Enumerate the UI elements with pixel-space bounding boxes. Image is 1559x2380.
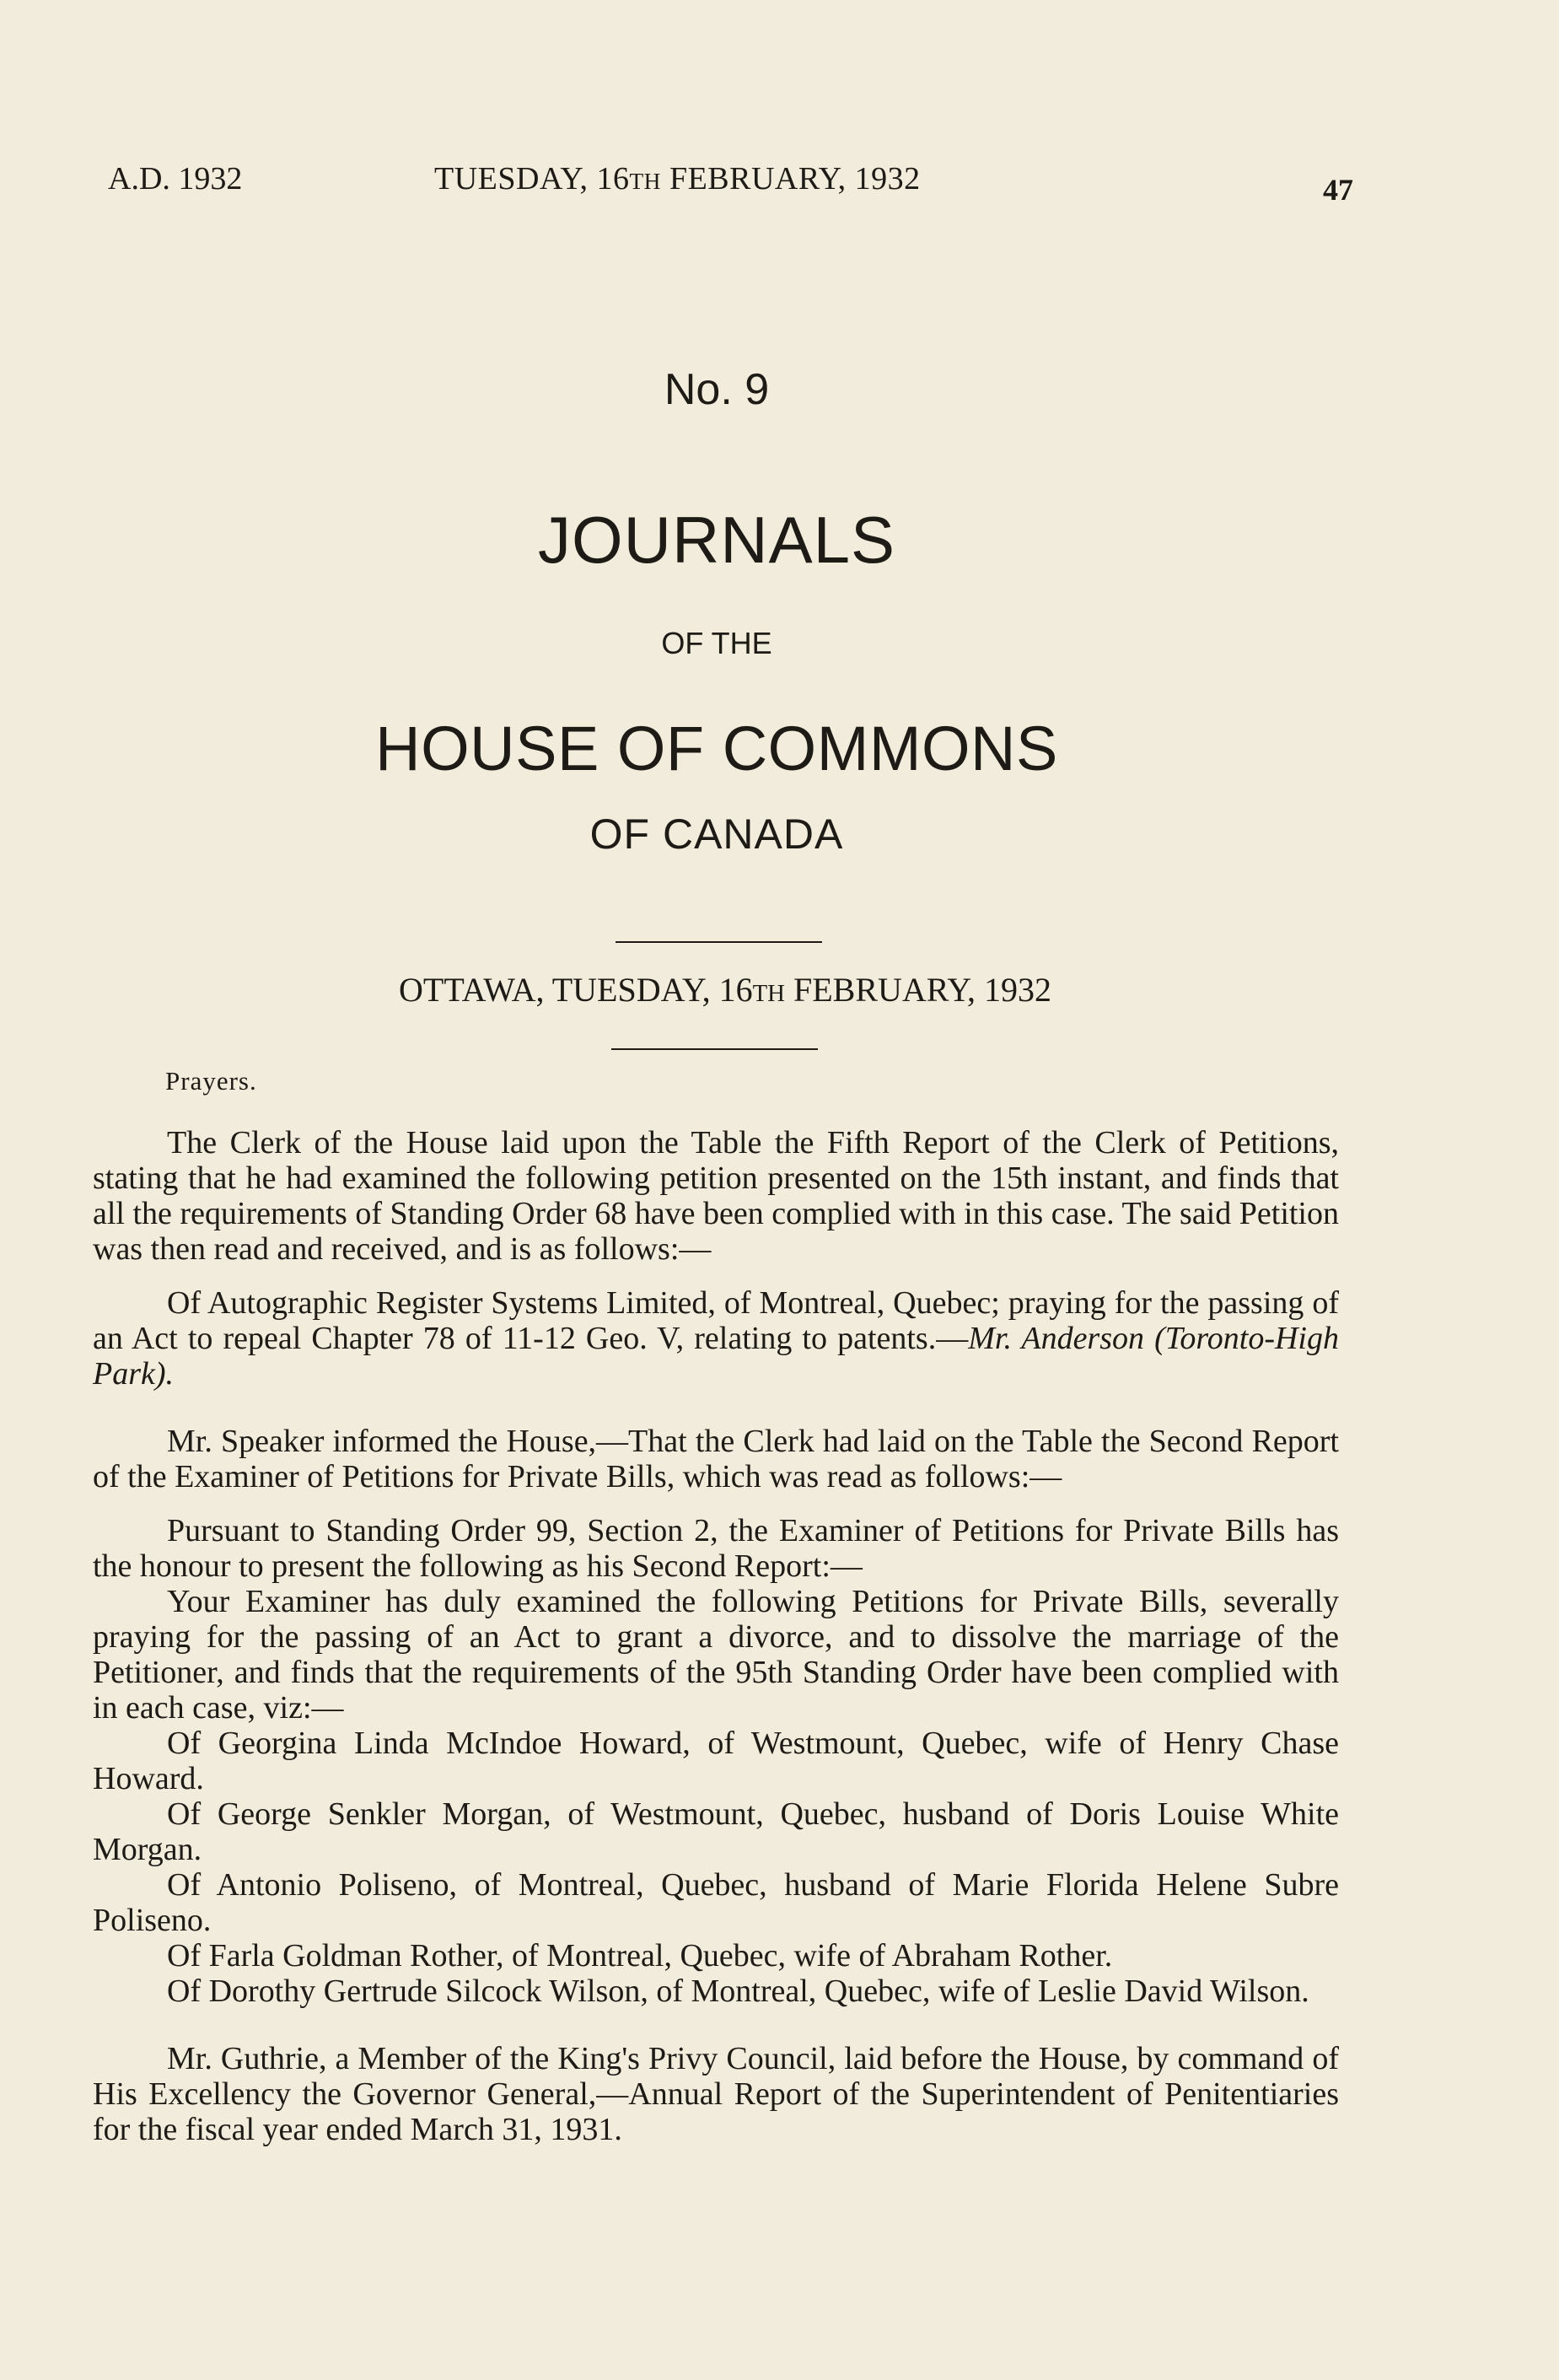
masthead-of-canada: OF CANADA [589, 810, 844, 858]
petition-wilson: Of Dorothy Gertrude Silcock Wilson, of Montreal, Quebec, wife of Leslie David Wilson. [167, 1973, 1309, 2009]
divider-rule [611, 1048, 818, 1050]
page-number: 47 [1323, 173, 1353, 207]
prayers-heading: Prayers. [165, 1066, 257, 1096]
masthead-journals: JOURNALS [537, 503, 896, 577]
running-head [0, 160, 1559, 207]
proceedings-body [93, 1125, 1339, 2147]
issue-number: No. 9 [664, 365, 770, 414]
dateline: OTTAWA, TUESDAY, 16TH FEBRUARY, 1932 [399, 971, 1051, 1009]
petition-rother: Of Farla Goldman Rother, of Montreal, Quebec, wife of Abraham Rother. [167, 1938, 1113, 1973]
divider-rule [616, 941, 822, 943]
paragraph-examiner: Your Examiner has duly examined the following Petitions for Private Bills, severally praying for the passing of an Act to grant a divorce, and to dissolve the marriage of the Petitioner, and finds that the requirements of the 95th Standing Order have been complied with in each case, viz:— [93, 1584, 1339, 1726]
petition-morgan: Of George Senkler Morgan, of Westmount, Quebec, husband of Doris Louise White Morgan. [93, 1796, 1339, 1867]
header-year: A.D. 1932 [108, 161, 243, 197]
header-date: TUESDAY, 16TH FEBRUARY, 1932 [434, 161, 921, 197]
paragraph-pursuant: Pursuant to Standing Order 99, Section 2, the Examiner of Petitions for Private Bills has the honour to present the following as his Second Report:— [93, 1513, 1339, 1584]
paragraph-guthrie: Mr. Guthrie, a Member of the King's Privy Council, laid before the House, by command of His Excellency the Governor General,—Annual Report of the Superintendent of Penitentiaries for the fiscal year ended March 31, 1931. [93, 2041, 1339, 2147]
paragraph-speaker: Mr. Speaker informed the House,—That the Clerk had laid on the Table the Second Report of the Examiner of Petitions for Private Bills, which was read as follows:— [93, 1424, 1339, 1494]
petition-howard: Of Georgina Linda McIndoe Howard, of Westmount, Quebec, wife of Henry Chase Howard. [93, 1726, 1339, 1796]
masthead-of-the: OF THE [661, 626, 772, 660]
petition-poliseno: Of Antonio Poliseno, of Montreal, Quebec, husband of Marie Florida Helene Subre Poliseno. [93, 1867, 1339, 1938]
paragraph-clerk-report: The Clerk of the House laid upon the Table the Fifth Report of the Clerk of Petitions, stating that he had examined the following petition presented on the 15th instant, and finds that all the requirements of Standing Order 68 have been complied with in this case. The said Petition was then read and received, and is as follows:— [93, 1125, 1339, 1267]
paragraph-petition: Of Autographic Register Systems Limited, of Montreal, Quebec; praying for the passing of an Act to repeal Chapter 78 of 11-12 Geo. V, relating to patents.—Mr. Anderson (Toronto-High Park). [93, 1285, 1339, 1392]
masthead-house-of-commons: HOUSE OF COMMONS [375, 713, 1058, 783]
